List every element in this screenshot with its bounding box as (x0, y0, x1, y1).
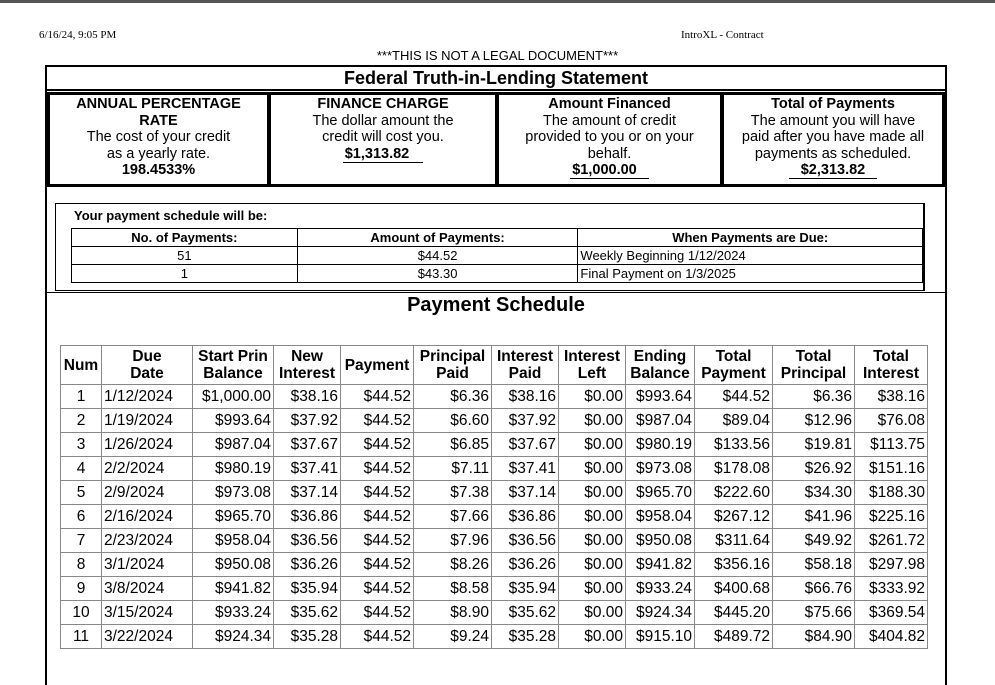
cell-start-prin-balance: $973.08 (193, 481, 274, 505)
cell-total-principal: $6.36 (773, 385, 855, 409)
col-header-interest-paid (492, 346, 559, 385)
cell-new-interest: $35.62 (274, 601, 341, 625)
cell-principal-paid: $8.26 (414, 553, 492, 577)
cell-ending-balance: $950.08 (626, 529, 695, 553)
cell-interest-left: $0.00 (559, 505, 626, 529)
col-header-due-date (102, 346, 193, 385)
col-header-line: Start Prin (198, 348, 268, 365)
apr-desc-line1: The cost of your credit (86, 129, 231, 145)
schedule-when: Final Payment on 1/3/2025 (578, 265, 923, 283)
cell-principal-paid: $7.96 (414, 529, 492, 553)
cell-interest-paid: $35.62 (492, 601, 559, 625)
schedule-table (71, 228, 923, 283)
schedule-row (72, 247, 923, 265)
cell-total-interest: $369.54 (855, 601, 928, 625)
cell-interest-paid: $36.86 (492, 505, 559, 529)
cell-ending-balance: $924.34 (626, 601, 695, 625)
cell-interest-paid: $37.14 (492, 481, 559, 505)
cell-total-interest: $261.72 (855, 529, 928, 553)
table-row (61, 457, 928, 481)
col-header-line: Paid (508, 365, 542, 382)
table-row (61, 481, 928, 505)
cell-new-interest: $36.26 (274, 553, 341, 577)
total-payments-desc-line1: The amount you will have (750, 112, 916, 129)
cell-due-date: 1/26/2024 (102, 433, 193, 457)
amortization-table (60, 345, 928, 649)
cell-ending-balance: $980.19 (626, 433, 695, 457)
cell-total-payment: $356.16 (695, 553, 773, 577)
col-header-line: Ending (633, 348, 687, 365)
cell-total-principal: $75.66 (773, 601, 855, 625)
cell-interest-left: $0.00 (559, 385, 626, 409)
amount-financed-title: Amount Financed (548, 96, 671, 112)
cell-num: 4 (61, 457, 102, 481)
print-title: IntroXL - Contract (681, 29, 764, 41)
total-payments-desc-line2: paid after you have made all (741, 129, 925, 145)
amount-financed-desc-line1: The amount of credit (543, 112, 676, 129)
cell-start-prin-balance: $987.04 (193, 433, 274, 457)
cell-payment: $44.52 (341, 433, 414, 457)
cell-num: 1 (61, 385, 102, 409)
cell-num: 5 (61, 481, 102, 505)
cell-interest-paid: $38.16 (492, 385, 559, 409)
cell-interest-paid: $36.56 (492, 529, 559, 553)
cell-total-payment: $133.56 (695, 433, 773, 457)
schedule-heading: Your payment schedule will be: (74, 208, 268, 223)
cell-payment: $44.52 (341, 505, 414, 529)
cell-total-payment: $400.68 (695, 577, 773, 601)
cell-interest-paid: $35.94 (492, 577, 559, 601)
apr-title-line2: RATE (139, 112, 178, 129)
col-header-total-payment (695, 346, 773, 385)
cell-num: 6 (61, 505, 102, 529)
cell-total-principal: $66.76 (773, 577, 855, 601)
cell-total-payment: $489.72 (695, 625, 773, 649)
cell-num: 9 (61, 577, 102, 601)
finance-charge-box (268, 92, 498, 187)
cell-principal-paid: $7.66 (414, 505, 492, 529)
contract-document (45, 65, 947, 685)
table-row (61, 601, 928, 625)
amount-financed-desc-line3: behalf. (587, 145, 632, 162)
apr-box (47, 92, 270, 187)
cell-interest-paid: $36.26 (492, 553, 559, 577)
cell-new-interest: $35.28 (274, 625, 341, 649)
total-payments-value: $2,313.82 (789, 163, 878, 179)
cell-interest-left: $0.00 (559, 529, 626, 553)
cell-principal-paid: $6.85 (414, 433, 492, 457)
table-row (61, 433, 928, 457)
table-row (61, 505, 928, 529)
table-row (61, 409, 928, 433)
cell-start-prin-balance: $965.70 (193, 505, 274, 529)
cell-total-principal: $34.30 (773, 481, 855, 505)
cell-due-date: 3/8/2024 (102, 577, 193, 601)
cell-due-date: 1/12/2024 (102, 385, 193, 409)
cell-principal-paid: $7.11 (414, 457, 492, 481)
cell-payment: $44.52 (341, 601, 414, 625)
apr-value: 198.4533% (121, 162, 196, 178)
col-header-line: Due (132, 348, 162, 365)
cell-new-interest: $37.92 (274, 409, 341, 433)
apr-desc-line2: as a yearly rate. (106, 145, 211, 162)
cell-new-interest: $38.16 (274, 385, 341, 409)
cell-due-date: 3/15/2024 (102, 601, 193, 625)
col-header-ending-balance (626, 346, 695, 385)
cell-payment: $44.52 (341, 385, 414, 409)
cell-ending-balance: $987.04 (626, 409, 695, 433)
cell-interest-left: $0.00 (559, 433, 626, 457)
cell-principal-paid: $9.24 (414, 625, 492, 649)
cell-ending-balance: $933.24 (626, 577, 695, 601)
cell-num: 10 (61, 601, 102, 625)
cell-num: 7 (61, 529, 102, 553)
cell-total-principal: $12.96 (773, 409, 855, 433)
cell-new-interest: $37.14 (274, 481, 341, 505)
col-header-line: Principal (780, 365, 847, 382)
col-header-line: Total (873, 348, 909, 365)
col-header-line: Interest (279, 365, 335, 382)
col-header-line: Principal (419, 348, 486, 365)
cell-interest-paid: $35.28 (492, 625, 559, 649)
cell-interest-paid: $37.41 (492, 457, 559, 481)
finance-charge-desc-line2: credit will cost you. (322, 129, 444, 145)
cell-total-payment: $267.12 (695, 505, 773, 529)
cell-due-date: 1/19/2024 (102, 409, 193, 433)
col-header-line: New (291, 348, 323, 365)
cell-total-interest: $225.16 (855, 505, 928, 529)
cell-total-principal: $58.18 (773, 553, 855, 577)
col-header-line: Num (63, 356, 99, 374)
cell-total-payment: $178.08 (695, 457, 773, 481)
cell-ending-balance: $993.64 (626, 385, 695, 409)
cell-start-prin-balance: $980.19 (193, 457, 274, 481)
payment-schedule-title: Payment Schedule (407, 294, 585, 316)
cell-start-prin-balance: $924.34 (193, 625, 274, 649)
col-header-new-interest (274, 346, 341, 385)
total-payments-desc-line3: payments as scheduled. (754, 145, 912, 162)
cell-total-payment: $89.04 (695, 409, 773, 433)
col-header-line: Interest (564, 348, 620, 365)
col-header-line: Total (795, 348, 832, 365)
cell-interest-left: $0.00 (559, 625, 626, 649)
cell-start-prin-balance: $933.24 (193, 601, 274, 625)
cell-total-principal: $41.96 (773, 505, 855, 529)
cell-total-interest: $188.30 (855, 481, 928, 505)
finance-charge-value: $1,313.82 (343, 147, 424, 163)
cell-payment: $44.52 (341, 553, 414, 577)
schedule-when: Weekly Beginning 1/12/2024 (578, 247, 923, 265)
cell-ending-balance: $958.04 (626, 505, 695, 529)
table-row (61, 577, 928, 601)
cell-due-date: 3/22/2024 (102, 625, 193, 649)
table-row (61, 385, 928, 409)
cell-total-payment: $445.20 (695, 601, 773, 625)
schedule-col-when: When Payments are Due: (578, 229, 923, 247)
cell-start-prin-balance: $993.64 (193, 409, 274, 433)
col-header-line: Date (130, 365, 164, 382)
cell-total-principal: $49.92 (773, 529, 855, 553)
cell-interest-left: $0.00 (559, 601, 626, 625)
cell-total-interest: $38.16 (855, 385, 928, 409)
cell-num: 11 (61, 625, 102, 649)
cell-new-interest: $37.41 (274, 457, 341, 481)
col-header-payment (341, 346, 414, 385)
cell-total-interest: $151.16 (855, 457, 928, 481)
col-header-line: Balance (203, 365, 263, 382)
cell-principal-paid: $7.38 (414, 481, 492, 505)
cell-principal-paid: $8.90 (414, 601, 492, 625)
cell-total-payment: $222.60 (695, 481, 773, 505)
cell-num: 3 (61, 433, 102, 457)
apr-title-line1: ANNUAL PERCENTAGE (76, 96, 241, 112)
cell-new-interest: $35.94 (274, 577, 341, 601)
cell-interest-left: $0.00 (559, 577, 626, 601)
cell-ending-balance: $973.08 (626, 457, 695, 481)
cell-due-date: 2/2/2024 (102, 457, 193, 481)
col-header-line: Interest (497, 348, 553, 365)
col-header-start-prin-balance (193, 346, 274, 385)
cell-payment: $44.52 (341, 625, 414, 649)
cell-total-interest: $297.98 (855, 553, 928, 577)
cell-new-interest: $36.86 (274, 505, 341, 529)
cell-total-interest: $76.08 (855, 409, 928, 433)
cell-payment: $44.52 (341, 457, 414, 481)
schedule-count: 1 (72, 265, 298, 283)
schedule-amount: $43.30 (297, 265, 578, 283)
col-header-line: Payment (701, 365, 766, 382)
schedule-amount: $44.52 (297, 247, 578, 265)
schedule-row (72, 265, 923, 283)
cell-principal-paid: $6.36 (414, 385, 492, 409)
cell-principal-paid: $6.60 (414, 409, 492, 433)
cell-new-interest: $36.56 (274, 529, 341, 553)
amount-financed-value: $1,000.00 (570, 163, 649, 179)
cell-total-interest: $333.92 (855, 577, 928, 601)
table-row (61, 553, 928, 577)
cell-interest-left: $0.00 (559, 409, 626, 433)
col-header-line: Balance (630, 365, 690, 382)
cell-num: 8 (61, 553, 102, 577)
cell-start-prin-balance: $941.82 (193, 577, 274, 601)
schedule-col-count: No. of Payments: (72, 229, 298, 247)
cell-ending-balance: $965.70 (626, 481, 695, 505)
finance-charge-title: FINANCE CHARGE (317, 96, 449, 112)
col-header-line: Total (715, 348, 752, 365)
schedule-count: 51 (72, 247, 298, 265)
col-header-line: Left (577, 365, 607, 382)
col-header-total-interest (855, 346, 928, 385)
cell-total-payment: $44.52 (695, 385, 773, 409)
col-header-interest-left (559, 346, 626, 385)
table-row (61, 625, 928, 649)
tila-title: Federal Truth-in-Lending Statement (47, 67, 945, 91)
cell-start-prin-balance: $950.08 (193, 553, 274, 577)
cell-ending-balance: $941.82 (626, 553, 695, 577)
cell-total-interest: $113.75 (855, 433, 928, 457)
cell-interest-paid: $37.67 (492, 433, 559, 457)
cell-due-date: 2/16/2024 (102, 505, 193, 529)
cell-principal-paid: $8.58 (414, 577, 492, 601)
legal-notice: ***THIS IS NOT A LEGAL DOCUMENT*** (376, 48, 619, 63)
print-datetime: 6/16/24, 9:05 PM (39, 29, 117, 41)
finance-charge-desc-line1: The dollar amount the (312, 112, 454, 129)
section-divider (47, 292, 945, 293)
cell-due-date: 2/23/2024 (102, 529, 193, 553)
amount-financed-box (496, 92, 723, 187)
cell-due-date: 3/1/2024 (102, 553, 193, 577)
window-top-border (0, 0, 995, 3)
schedule-col-amount: Amount of Payments: (297, 229, 578, 247)
payment-schedule-summary (55, 203, 925, 291)
col-header-line: Interest (863, 365, 919, 382)
cell-interest-left: $0.00 (559, 481, 626, 505)
cell-total-payment: $311.64 (695, 529, 773, 553)
col-header-total-principal (773, 346, 855, 385)
cell-payment: $44.52 (341, 529, 414, 553)
col-header-line: Paid (436, 365, 469, 382)
cell-interest-paid: $37.92 (492, 409, 559, 433)
cell-payment: $44.52 (341, 409, 414, 433)
col-header-line: Payment (344, 356, 410, 374)
cell-start-prin-balance: $1,000.00 (193, 385, 274, 409)
cell-ending-balance: $915.10 (626, 625, 695, 649)
total-payments-title: Total of Payments (771, 96, 895, 112)
cell-interest-left: $0.00 (559, 457, 626, 481)
cell-payment: $44.52 (341, 481, 414, 505)
table-row (61, 529, 928, 553)
total-payments-box (721, 92, 945, 187)
cell-interest-left: $0.00 (559, 553, 626, 577)
cell-total-principal: $26.92 (773, 457, 855, 481)
cell-start-prin-balance: $958.04 (193, 529, 274, 553)
cell-total-interest: $404.82 (855, 625, 928, 649)
cell-num: 2 (61, 409, 102, 433)
cell-due-date: 2/9/2024 (102, 481, 193, 505)
amount-financed-desc-line2: provided to you or on your (525, 129, 694, 145)
col-header-num (61, 346, 102, 385)
cell-total-principal: $19.81 (773, 433, 855, 457)
col-header-principal-paid (414, 346, 492, 385)
cell-total-principal: $84.90 (773, 625, 855, 649)
cell-new-interest: $37.67 (274, 433, 341, 457)
cell-payment: $44.52 (341, 577, 414, 601)
